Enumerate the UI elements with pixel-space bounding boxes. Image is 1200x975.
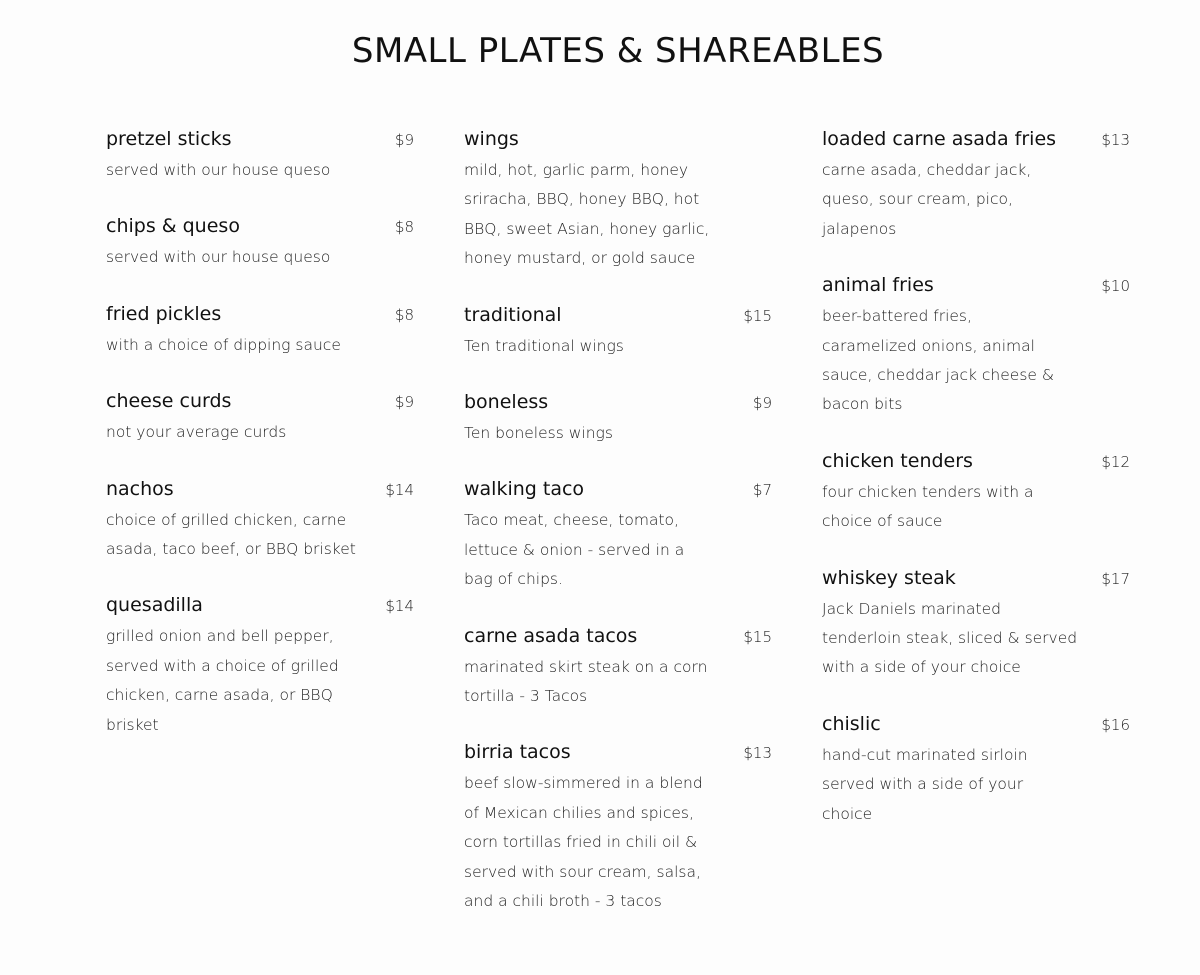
item-name: traditional [464, 303, 562, 326]
menu-item [822, 444, 1130, 537]
item-description: carne asada, cheddar jack, queso, sour cream, pico, jalapenos [822, 161, 1032, 238]
item-price: $8 [394, 305, 414, 324]
menu-column-1 [106, 122, 414, 764]
item-description: served with our house queso [106, 248, 331, 267]
item-description: grilled onion and bell pepper, served with a choice of grilled chicken, carne asada, or BBQ brisket [106, 627, 339, 734]
menu-item [464, 122, 772, 274]
menu-item [464, 735, 772, 916]
menu-column-2 [464, 122, 772, 941]
item-description: Taco meat, cheese, tomato, lettuce & onion - served in a bag of chips. [464, 511, 685, 589]
item-description: with a choice of dipping sauce [106, 335, 341, 354]
item-price: $14 [385, 597, 414, 616]
menu-item [464, 298, 772, 361]
menu-item [822, 707, 1130, 829]
menu-item [822, 268, 1130, 420]
item-price: $13 [1101, 131, 1130, 149]
item-name: walking taco [464, 478, 585, 501]
page-title: SMALL PLATES & SHAREABLES [351, 31, 885, 71]
item-price: $10 [1101, 277, 1130, 296]
item-name: wings [464, 128, 519, 150]
item-price: $9 [752, 394, 772, 413]
item-price: $9 [394, 131, 414, 149]
menu-item [106, 472, 414, 565]
menu-column-3 [822, 122, 1130, 853]
menu-item [106, 122, 414, 185]
menu-item [822, 561, 1130, 683]
item-name: boneless [464, 391, 549, 414]
item-name: carne asada tacos [464, 624, 638, 647]
item-description: hand-cut marinated sirloin served with a side of your choice [822, 745, 1028, 823]
item-name: whiskey steak [822, 566, 956, 589]
item-description: mild, hot, garlic parm, honey sriracha, BBQ, honey BBQ, hot BBQ, sweet Asian, honey garlic, honey mustard, or gold sauce [464, 161, 710, 268]
menu-item [464, 385, 772, 448]
item-price: $7 [752, 481, 772, 500]
item-description: Jack Daniels marinated tenderloin steak, sliced & served with a side of your choice [822, 599, 1078, 677]
menu-item [106, 297, 414, 360]
menu-item [106, 384, 414, 447]
menu-item [106, 209, 414, 272]
item-name: chicken tenders [822, 449, 973, 472]
item-name: pretzel sticks [106, 128, 232, 150]
item-name: fried pickles [106, 302, 222, 325]
item-name: chislic [822, 712, 881, 735]
item-price: $15 [743, 306, 772, 325]
item-description: served with our house queso [106, 161, 331, 179]
item-price: $12 [1101, 452, 1130, 471]
item-price: $9 [394, 393, 414, 412]
item-description: Ten traditional wings [464, 336, 624, 355]
item-price: $13 [743, 744, 772, 763]
item-price: $15 [743, 627, 772, 646]
item-name: cheese curds [106, 390, 232, 413]
item-description: marinated skirt steak on a corn tortilla - 3 Tacos [464, 657, 708, 706]
item-description: four chicken tenders with a choice of sauce [822, 482, 1034, 531]
item-name: chips & queso [106, 215, 240, 238]
item-name: loaded carne asada fries [822, 128, 1057, 150]
item-price: $14 [385, 480, 414, 499]
item-name: nachos [106, 477, 174, 500]
item-price: $16 [1101, 715, 1130, 734]
item-price: $8 [394, 218, 414, 237]
item-description: Ten boneless wings [464, 424, 613, 443]
menu-item [464, 619, 772, 712]
menu-item [464, 472, 772, 594]
item-description: choice of grilled chicken, carne asada, taco beef, or BBQ brisket [106, 510, 356, 559]
item-description: beer-battered fries, caramelized onions, animal sauce, cheddar jack cheese & bacon bits [822, 307, 1054, 414]
item-description: beef slow-simmered in a blend of Mexican chilies and spices, corn tortillas fried in chili oil & served with sour cream, salsa, and a chili broth - 3 tacos [464, 774, 703, 911]
item-name: quesadilla [106, 594, 203, 617]
item-price: $17 [1101, 569, 1130, 588]
item-name: animal fries [822, 274, 934, 297]
item-description: not your average curds [106, 423, 287, 442]
menu-item [106, 588, 414, 740]
item-name: birria tacos [464, 741, 571, 764]
menu-item [822, 122, 1130, 244]
